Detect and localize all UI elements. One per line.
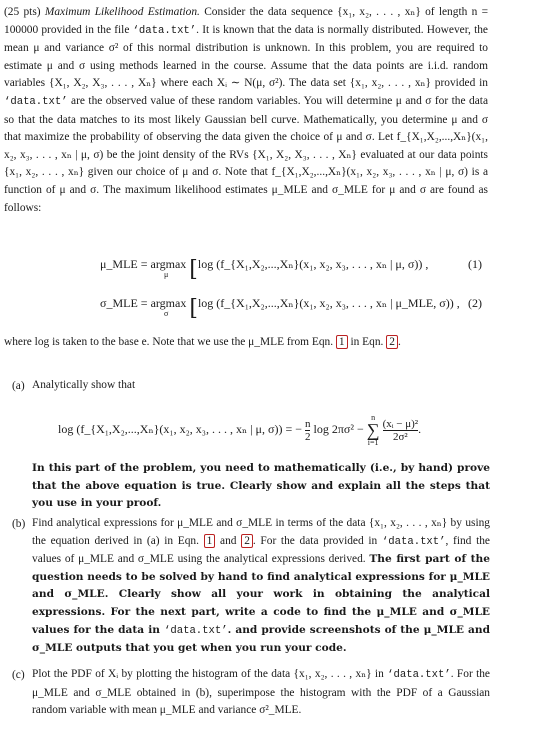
equation-1 (100, 257, 428, 282)
part-b-text-4: , find the values of μ_MLE and σ_MLE using the analytical expressions derived. (32, 534, 490, 566)
eq2-lhs: σ_MLE = argmax (100, 296, 187, 310)
eq1-lhs: μ_MLE = argmax (100, 257, 187, 271)
equation-2-number: (2) (468, 296, 482, 310)
eq1-bracket-open: [ (189, 257, 198, 282)
part-a-label: (a) (12, 380, 25, 392)
part-a-eq-mid: log 2πσ² − (313, 421, 364, 436)
points-label: (25 pts) (4, 6, 41, 18)
part-c-text-2: . For the μ_MLE and σ_MLE obtained in (b), superimpose the histogram with the PDF of a Gaussian random variable with mean μ_MLE and variance σ²_MLE. (32, 668, 490, 717)
eq1-under: μ (164, 270, 169, 279)
after-text-2: in Eqn. (347, 336, 387, 348)
eq1-body: log (f_{X₁,X₂,...,Xₙ}(x₁, x₂, x₃, . . . , xₙ | μ, σ)) , (197, 257, 429, 271)
part-a-frac-n-2 (305, 418, 311, 443)
eq2-bracket-open: [ (189, 296, 198, 321)
equation-2 (100, 296, 460, 321)
part-b-text (32, 515, 490, 658)
part-b-text-3: . For the data provided in (252, 534, 382, 547)
part-b-file: ‘data.txt’ (381, 535, 446, 548)
part-a-equation (58, 413, 421, 447)
eq2-body: log (f_{X₁,X₂,...,Xₙ}(x₁, x₂, x₃, . . . , xₙ | μ_MLE, σ)) , (197, 296, 460, 310)
eq2-under: σ (164, 309, 169, 318)
after-text-1: where log is taken to the base e. Note that we use the μ_MLE from Eqn. (4, 336, 336, 348)
frac-den: 2 (304, 430, 311, 443)
part-b-bold-1: The first part of the question needs to be solved by hand to find analytical expressions for μ_MLE and σ_MLE. Clearly show all your work in obtaining the analytical expressions. For the next part, write a code to find the μ_MLE and σ_MLE values for the data in (32, 553, 490, 636)
frac2-num: (xᵢ − μ)² (382, 417, 419, 430)
frac-num: n (304, 417, 311, 430)
eqn-ref-2[interactable]: 2 (386, 335, 398, 349)
part-a-frac-2 (382, 417, 422, 443)
part-b-text-1: Find analytical expressions for μ_MLE and σ_MLE in terms of the data {x₁, x₂, . . . , xₙ} by using the equation derived in (a) in Eqn. (32, 517, 490, 547)
equation-1-number: (1) (468, 257, 482, 271)
part-b-eqn-ref-1[interactable]: 1 (204, 534, 216, 548)
intro-text-3: are the observed value of these random variables. You will determine μ and σ for the data so that the data matches to its most likely Gaussian bell curve. Mathematically, you determine μ and σ that maximize the probability of observing the data given the choice of μ and σ. Let f_{X₁,X₂,...,Xₙ}(x₁, x₂, x₃, . . . , xₙ | μ, σ) be the joint density of the RVs {X₁, X₂, X₃, . . . , Xₙ} evaluated at our data points {x₁, x₂, . . . , xₙ} given our choice of μ and σ. Note that f_{X₁,X₂,...,Xₙ}(x₁, x₂, x₃, . . . , xₙ | μ, σ) is a function of μ and σ. The maximum likelihood estimates μ_MLE and σ_MLE for μ and σ are found as follows: (4, 94, 488, 214)
part-a-eq-lhs: log (f_{X₁,X₂,...,Xₙ}(x₁, x₂, x₃, . . . , xₙ | μ, σ)) = − (58, 421, 302, 436)
part-b-text-2: and (215, 534, 242, 547)
part-c-file: ‘data.txt’ (387, 669, 451, 681)
part-c-text-1: Plot the PDF of Xᵢ by plotting the histogram of the data {x₁, x₂, . . . , xₙ} in (32, 668, 388, 680)
intro-text-1: Consider the data sequence {x₁, x₂, . . . , xₙ} of length n = 100000 provided in the file (4, 6, 489, 36)
sum-bottom: i=1 (367, 438, 379, 447)
after-equations-text (4, 334, 488, 352)
part-b-bold-2: . and provide screenshots of the μ_MLE and σ_MLE outputs that you get when you run your code. (32, 623, 490, 655)
intro-paragraph (4, 4, 488, 217)
part-a-text: Analytically show that (32, 379, 136, 391)
part-c-label: (c) (12, 669, 25, 681)
frac2-den: 2σ² (383, 430, 419, 443)
problem-title: Maximum Likelihood Estimation. (44, 6, 200, 18)
data-file-name: ‘data.txt’ (132, 24, 197, 37)
sum-top: n (371, 413, 376, 422)
part-b-file-2: ‘data.txt’ (164, 624, 228, 637)
part-b-eqn-ref-2[interactable]: 2 (241, 534, 253, 548)
eqn-ref-1[interactable]: 1 (336, 335, 348, 349)
after-text-3: . (397, 336, 401, 348)
intro-text-2: . It is known that the data is normally distributed. However, the mean μ and variance σ² of this normal distribution is unknown. In this problem, you are required to estimate μ and σ using methods learned in the course. Assume that the data points are i.i.d. random variables {X₁, X₂, X₃, . . . , Xₙ} where each Xᵢ ∼ N(μ, σ²). The data set {x₁, x₂, . . . , xₙ} provided in (4, 23, 488, 90)
part-c-text (32, 666, 490, 720)
part-a-instruction: In this part of the problem, you need to mathematically (i.e., by hand) prove that the above equation is true. Clearly show and explain all the steps that you use in your proof. (32, 462, 490, 510)
data-file-name-2: ‘data.txt’ (4, 95, 68, 108)
part-a-eq-end: . (418, 421, 422, 436)
summation-icon: n ∑ i=1 (366, 413, 380, 447)
part-b-label: (b) (12, 518, 26, 530)
